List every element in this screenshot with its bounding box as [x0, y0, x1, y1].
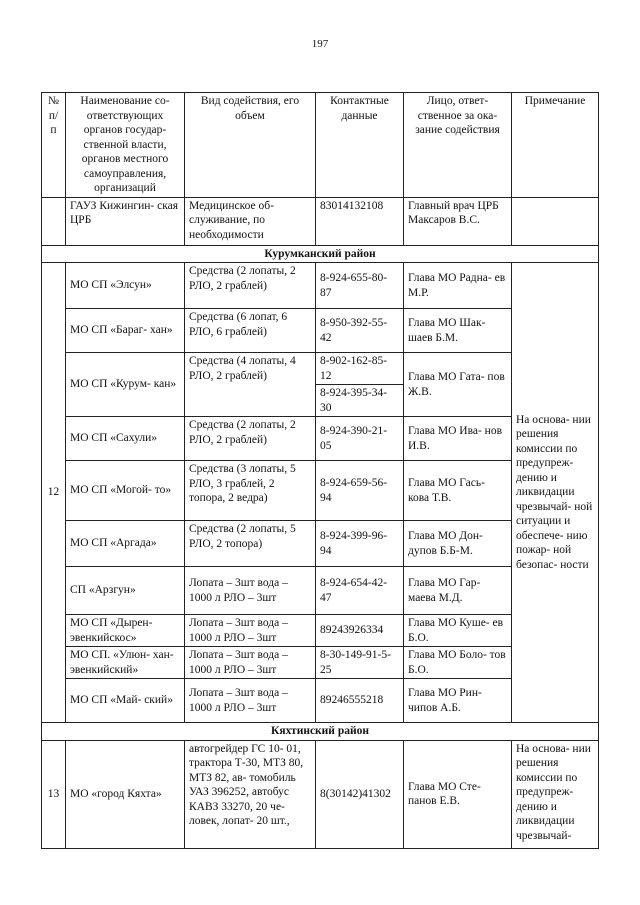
cell-type: Средства (2 лопаты, 5 РЛО, 2 топора)	[185, 521, 316, 567]
cell-type: Лопата – 3шт вода – 1000 л РЛО – 3шт	[185, 615, 316, 647]
cell-person: Глава МО Гась- кова Т.В.	[404, 461, 512, 521]
cell-contacts: 8-924-654-42- 47	[316, 567, 404, 615]
page-number: 197	[311, 38, 329, 50]
cell-contacts: 8(30142)41302	[316, 740, 404, 848]
cell-type: Медицинское об- служивание, по необходимости	[185, 197, 316, 245]
cell-note	[512, 197, 599, 245]
region-row	[42, 723, 599, 741]
cell-name: МО СП «Аргада»	[66, 521, 185, 567]
cell-num: 13	[42, 740, 66, 848]
table-row	[42, 740, 599, 848]
header-num: № п/ п	[42, 93, 66, 198]
header-row	[42, 93, 599, 198]
cell-contacts: 8-924-395-34- 30	[316, 385, 404, 417]
cell-num: 12	[42, 263, 66, 723]
cell-name: МО СП. «Улюн- хан-эвенкийский»	[66, 647, 185, 679]
cell-contacts: 8-924-655-80- 87	[316, 263, 404, 309]
cell-name: СП «Арзгун»	[66, 567, 185, 615]
cell-person: Глава МО Дон- дупов Б.Б-М.	[404, 521, 512, 567]
cell-name: МО СП «Элсун»	[66, 263, 185, 309]
cell-name: МО СП «Май- ский»	[66, 679, 185, 723]
cell-contacts: 8-902-162-85- 12	[316, 353, 404, 385]
cell-person: Глава МО Куше- ев Б.О.	[404, 615, 512, 647]
cell-person: Глава МО Гар- маева М.Д.	[404, 567, 512, 615]
table-row	[42, 263, 599, 309]
cell-name: ГАУЗ Кижингин- ская ЦРБ	[66, 197, 185, 245]
header-name: Наименование со- ответствующих органов государ- ственной власти, органов местного самоуправления, организаций	[66, 93, 185, 198]
header-person: Лицо, ответ- ственное за ока- зание содействия	[404, 93, 512, 198]
cell-type: Лопата – 3шт вода – 1000 л РЛО – 3шт	[185, 679, 316, 723]
cell-type: автогрейдер ГС 10- 01, трактора Т-30, МТЗ 80, МТЗ 82, ав- томобиль УАЗ 396252, автобус КАВЗ 33270, 20 че- ловек, лопат- 20 шт.,	[185, 740, 316, 848]
cell-contacts: 8-924-659-56- 94	[316, 461, 404, 521]
cell-type: Лопата – 3шт вода – 1000 л РЛО – 3шт	[185, 567, 316, 615]
cell-num	[42, 197, 66, 245]
cell-name: МО СП «Могой- то»	[66, 461, 185, 521]
cell-person: Глава МО Рин- чипов А.Б.	[404, 679, 512, 723]
cell-contacts: 8-950-392-55- 42	[316, 309, 404, 353]
cell-contacts: 89246555218	[316, 679, 404, 723]
header-type: Вид содействия, его объем	[185, 93, 316, 198]
cell-name: МО СП «Бараг- хан»	[66, 309, 185, 353]
header-contacts: Контактные данные	[316, 93, 404, 198]
cell-type: Средства (4 лопаты, 4 РЛО, 2 граблей)	[185, 353, 316, 417]
cell-person: Глава МО Шак- шаев Б.М.	[404, 309, 512, 353]
cell-person: Глава МО Гата- пов Ж.В.	[404, 353, 512, 417]
cell-note: На основа- нии решения комиссии по предупреж- дению и ликвидации чрезвычай-	[512, 740, 599, 848]
cell-person: Глава МО Сте- панов Е.В.	[404, 740, 512, 848]
cell-contacts: 8-924-399-96- 94	[316, 521, 404, 567]
cell-contacts: 8-924-390-21- 05	[316, 417, 404, 461]
cell-name: МО СП «Сахули»	[66, 417, 185, 461]
cell-name: МО СП «Курум- кан»	[66, 353, 185, 417]
header-note: Примечание	[512, 93, 599, 198]
region-title-kyakhta: Кяхтинский район	[42, 723, 599, 741]
cell-contacts: 8-30-149-91-5- 25	[316, 647, 404, 679]
cell-type: Средства (6 лопат, 6 РЛО, 6 граблей)	[185, 309, 316, 353]
cell-contacts: 83014132108	[316, 197, 404, 245]
cell-note: На основа- нии решения комиссии по предупреж- дению и ликвидации чрезвычай- ной ситуации и обеспече- нию пожар- ной безопас- ности	[512, 263, 599, 723]
cell-type: Средства (2 лопаты, 2 РЛО, 2 граблей)	[185, 263, 316, 309]
cell-type: Средства (2 лопаты, 2 РЛО, 2 граблей)	[185, 417, 316, 461]
region-row	[42, 245, 599, 263]
cell-person: Главный врач ЦРБ Максаров В.С.	[404, 197, 512, 245]
assistance-table	[41, 92, 599, 849]
cell-type: Лопата – 3шт вода – 1000 л РЛО – 3шт	[185, 647, 316, 679]
table-row	[42, 197, 599, 245]
cell-person: Глава МО Радна- ев М.Р.	[404, 263, 512, 309]
region-title-kurumkan: Курумканский район	[42, 245, 599, 263]
cell-person: Глава МО Ива- нов И.В.	[404, 417, 512, 461]
cell-person: Глава МО Боло- тов Б.О.	[404, 647, 512, 679]
cell-name: МО СП «Дырен- эвенкийскос»	[66, 615, 185, 647]
cell-name: МО «город Кяхта»	[66, 740, 185, 848]
cell-contacts: 89243926334	[316, 615, 404, 647]
cell-type: Средства (3 лопаты, 5 РЛО, 3 граблей, 2 топора, 2 ведра)	[185, 461, 316, 521]
